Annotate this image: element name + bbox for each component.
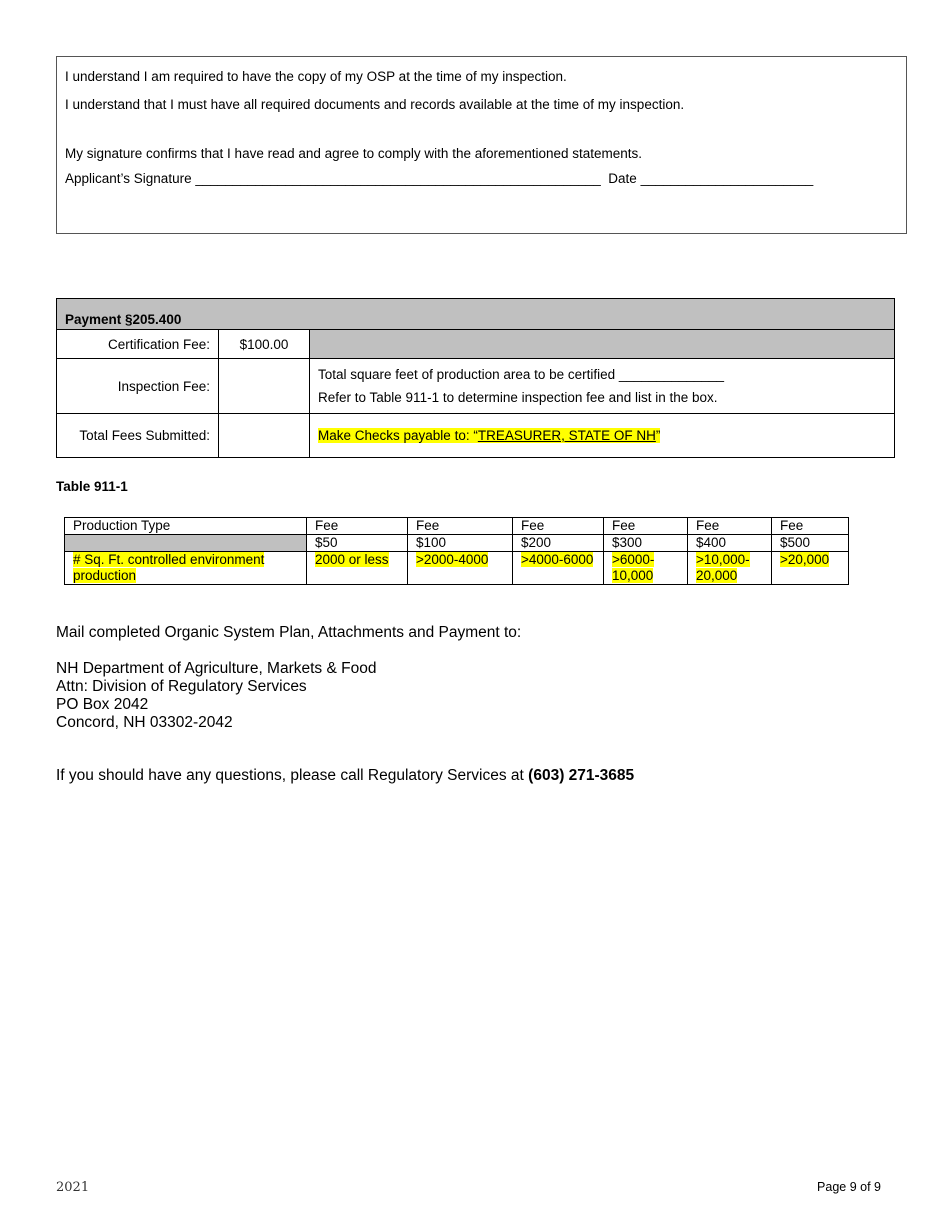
payee: TREASURER, STATE OF NH: [477, 428, 656, 443]
inspection-fee-note: [310, 359, 895, 414]
fee-table-title: Table 911-1: [56, 479, 128, 494]
certification-fee-amount: $100.00: [219, 330, 310, 359]
documents-statement: I understand that I must have all required documents and records available at the time of my inspection.: [65, 97, 685, 112]
mailing-address: NH Department of Agriculture, Markets & Food Attn: Division of Regulatory Services PO Box 2042 Concord, NH 03302-2042: [56, 660, 377, 731]
square-feet-field[interactable]: Total square feet of production area to be certified ______________: [318, 367, 725, 382]
total-fees-label: Total Fees Submitted:: [57, 414, 219, 458]
total-fees-input[interactable]: [219, 414, 310, 458]
mail-intro: Mail completed Organic System Plan, Attachments and Payment to:: [56, 624, 522, 641]
phone-number: (603) 271-3685: [528, 767, 635, 784]
osp-statement: I understand I am required to have the copy of my OSP at the time of my inspection.: [65, 69, 567, 84]
footer-year: 2021: [56, 1180, 90, 1195]
date-field[interactable]: Date _______________________: [608, 171, 814, 186]
signature-confirmation: My signature confirms that I have read and agree to comply with the aforementioned statements.: [65, 146, 643, 161]
fee-table-header: Production Type Fee Fee Fee Fee Fee Fee: [65, 518, 849, 535]
certification-fee-label: Certification Fee:: [57, 330, 219, 359]
payment-title: Payment §205.400: [57, 299, 895, 330]
table-reference-note: Refer to Table 911-1 to determine inspection fee and list in the box.: [318, 390, 718, 405]
checks-payable-note: Make Checks payable to: “TREASURER, STATE OF NH”: [310, 414, 895, 458]
page-number: Page 9 of 9: [817, 1180, 881, 1194]
signature-field[interactable]: Applicant’s Signature ______________________________________________________: [65, 171, 601, 186]
contact-line: If you should have any questions, please call Regulatory Services at (603) 271-3685: [56, 767, 635, 784]
agreement-box: [56, 56, 907, 234]
certification-fee-note: [310, 330, 895, 359]
fee-amounts-row: $50 $100 $200 $300 $400 $500: [65, 535, 849, 552]
inspection-fee-input[interactable]: [219, 359, 310, 414]
signature-row: [65, 171, 813, 186]
payment-table: [56, 298, 895, 458]
inspection-fee-label: Inspection Fee:: [57, 359, 219, 414]
fee-range-row: # Sq. Ft. controlled environment production 2000 or less >2000-4000 >4000-6000 >6000-10,000 >10,000-20,000 >20,000: [65, 552, 849, 585]
fee-table: [64, 517, 849, 585]
